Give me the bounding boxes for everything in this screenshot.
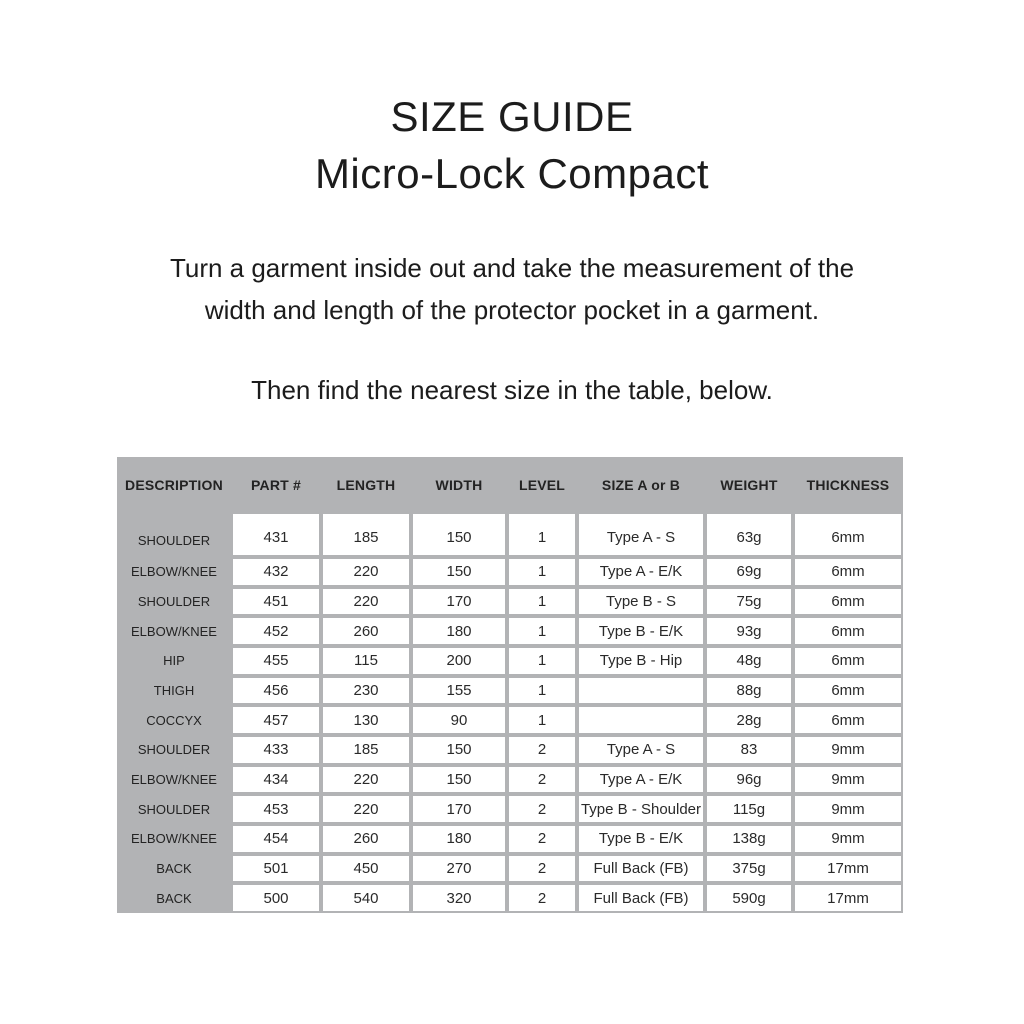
- table-cell: Type A - E/K: [579, 559, 703, 585]
- instructions-line-2: width and length of the protector pocket in a garment.: [204, 295, 820, 325]
- table-cell: 375g: [707, 856, 791, 882]
- table-cell: 9mm: [795, 826, 901, 852]
- table-cell: 220: [323, 559, 409, 585]
- table-cell: 432: [233, 559, 319, 585]
- table-cell: 1: [509, 678, 575, 704]
- table-cell: 90: [413, 707, 505, 733]
- row-description: BACK: [156, 860, 192, 876]
- table-cell: 1: [509, 559, 575, 585]
- column-header-description: DESCRIPTION: [125, 476, 223, 493]
- table-cell: 457: [233, 707, 319, 733]
- subtitle-line: Micro-Lock Compact: [314, 150, 710, 197]
- row-description: COCCYX: [146, 712, 202, 728]
- table-cell: 6mm: [795, 678, 901, 704]
- table-cell: 150: [413, 737, 505, 763]
- table-cell: 83: [707, 737, 791, 763]
- table-cell: 63g: [707, 514, 791, 555]
- table-cell: 1: [509, 589, 575, 615]
- table-cell: 9mm: [795, 796, 901, 822]
- table-cell: 150: [413, 559, 505, 585]
- table-cell: Type A - E/K: [579, 767, 703, 793]
- column-header-size-a-or-b: SIZE A or B: [601, 476, 681, 493]
- table-cell: 115g: [707, 796, 791, 822]
- table-cell: Type B - S: [579, 589, 703, 615]
- table-cell: 2: [509, 826, 575, 852]
- table-cell: 320: [413, 885, 505, 911]
- table-cell: 6mm: [795, 514, 901, 555]
- table-cell: 130: [323, 707, 409, 733]
- column-header-length: LENGTH: [336, 476, 396, 493]
- table-cell: 138g: [707, 826, 791, 852]
- table-cell: 450: [323, 856, 409, 882]
- table-cell: 220: [323, 796, 409, 822]
- table-cell: Type B - E/K: [579, 618, 703, 644]
- find-size-instruction: [0, 369, 1024, 411]
- table-cell: 454: [233, 826, 319, 852]
- table-cell: 500: [233, 885, 319, 911]
- instructions-line-1: Turn a garment inside out and take the measurement of the: [169, 253, 855, 283]
- table-cell: 220: [323, 589, 409, 615]
- table-cell: 17mm: [795, 856, 901, 882]
- table-cell: 433: [233, 737, 319, 763]
- table-cell: 2: [509, 796, 575, 822]
- table-cell: 260: [323, 618, 409, 644]
- table-cell: 6mm: [795, 648, 901, 674]
- column-header-width: WIDTH: [435, 476, 483, 493]
- table-cell: [579, 678, 703, 704]
- table-cell: 6mm: [795, 589, 901, 615]
- table-cell: Full Back (FB): [579, 856, 703, 882]
- table-cell: 2: [509, 767, 575, 793]
- table-cell: 540: [323, 885, 409, 911]
- table-cell: 28g: [707, 707, 791, 733]
- table-cell: 220: [323, 767, 409, 793]
- table-cell: 456: [233, 678, 319, 704]
- table-cell: 96g: [707, 767, 791, 793]
- table-cell: 260: [323, 826, 409, 852]
- table-cell: 9mm: [795, 737, 901, 763]
- table-cell: [579, 707, 703, 733]
- table-cell: Full Back (FB): [579, 885, 703, 911]
- table-cell: Type B - Shoulder: [579, 796, 703, 822]
- table-cell: 6mm: [795, 707, 901, 733]
- table-cell: 431: [233, 514, 319, 555]
- table-cell: Type A - S: [579, 514, 703, 555]
- table-cell: Type B - E/K: [579, 826, 703, 852]
- table-cell: 180: [413, 826, 505, 852]
- table-cell: 170: [413, 589, 505, 615]
- table-cell: 200: [413, 648, 505, 674]
- table-cell: 501: [233, 856, 319, 882]
- table-cell: 185: [323, 514, 409, 555]
- table-cell: 115: [323, 648, 409, 674]
- table-cell: 1: [509, 514, 575, 555]
- table-cell: 150: [413, 767, 505, 793]
- measurement-instructions: [0, 247, 1024, 331]
- table-cell: 590g: [707, 885, 791, 911]
- row-description: ELBOW/KNEE: [131, 623, 217, 639]
- table-cell: 48g: [707, 648, 791, 674]
- table-cell: 6mm: [795, 618, 901, 644]
- column-header-part: PART #: [251, 476, 301, 493]
- column-header-level: LEVEL: [518, 476, 566, 493]
- row-description: THIGH: [153, 682, 195, 698]
- table-cell: 451: [233, 589, 319, 615]
- table-cell: 230: [323, 678, 409, 704]
- table-cell: 150: [413, 514, 505, 555]
- table-cell: 2: [509, 737, 575, 763]
- table-cell: 180: [413, 618, 505, 644]
- column-header-thickness: THICKNESS: [806, 476, 890, 493]
- instructions-line-3: Then find the nearest size in the table, below.: [251, 375, 773, 405]
- table-cell: 455: [233, 648, 319, 674]
- column-header-weight: WEIGHT: [720, 476, 778, 493]
- table-cell: 2: [509, 856, 575, 882]
- table-cell: 155: [413, 678, 505, 704]
- table-cell: 434: [233, 767, 319, 793]
- table-cell: 270: [413, 856, 505, 882]
- table-cell: 1: [509, 707, 575, 733]
- table-cell: Type A - S: [579, 737, 703, 763]
- table-cell: 185: [323, 737, 409, 763]
- table-cell: 93g: [707, 618, 791, 644]
- page-title: [0, 88, 1024, 202]
- table-cell: 6mm: [795, 559, 901, 585]
- table-cell: 88g: [707, 678, 791, 704]
- table-cell: 9mm: [795, 767, 901, 793]
- row-description: BACK: [156, 890, 192, 906]
- row-description: SHOULDER: [137, 533, 211, 548]
- row-description: ELBOW/KNEE: [131, 771, 217, 787]
- row-description: ELBOW/KNEE: [131, 564, 217, 580]
- row-description: SHOULDER: [137, 742, 211, 758]
- table-cell: 17mm: [795, 885, 901, 911]
- table-cell: 453: [233, 796, 319, 822]
- table-cell: Type B - Hip: [579, 648, 703, 674]
- size-table: [117, 457, 903, 913]
- table-cell: 1: [509, 648, 575, 674]
- table-cell: 1: [509, 618, 575, 644]
- title-line: SIZE GUIDE: [390, 93, 634, 140]
- table-cell: 170: [413, 796, 505, 822]
- table-cell: 69g: [707, 559, 791, 585]
- table-cell: 75g: [707, 589, 791, 615]
- table-cell: 452: [233, 618, 319, 644]
- row-description: SHOULDER: [137, 801, 211, 817]
- row-description: SHOULDER: [137, 593, 211, 609]
- row-description: HIP: [163, 653, 185, 669]
- row-description: ELBOW/KNEE: [131, 831, 217, 847]
- table-cell: 2: [509, 885, 575, 911]
